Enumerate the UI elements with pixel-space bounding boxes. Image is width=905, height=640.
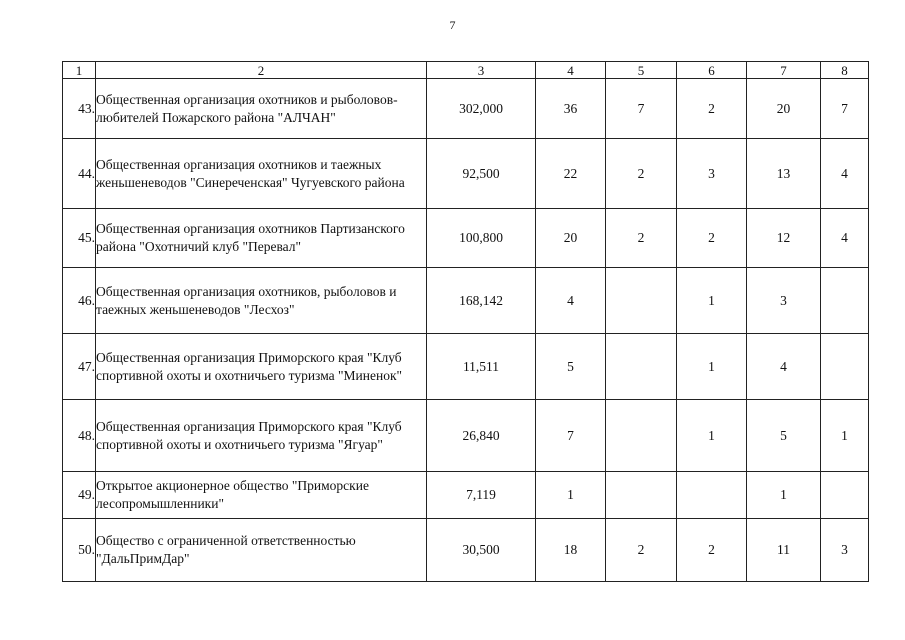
col5-value: 2 xyxy=(606,139,677,209)
table-row xyxy=(63,139,869,209)
col6-value: 2 xyxy=(677,519,747,582)
col8-value xyxy=(821,268,869,334)
organization-name: Общественная организация охотников, рыболовов и таежных женьшеневодов "Лесхоз" xyxy=(96,268,427,334)
col5-value: 7 xyxy=(606,79,677,139)
col4-value: 5 xyxy=(536,334,606,400)
organization-name: Общественная организация Приморского края "Клуб спортивной охоты и охотничьего туризма "Ягуар" xyxy=(96,400,427,472)
row-number: 45. xyxy=(63,209,96,268)
header-cell: 5 xyxy=(606,62,677,79)
header-cell: 6 xyxy=(677,62,747,79)
area-value: 11,511 xyxy=(427,334,536,400)
col4-value: 22 xyxy=(536,139,606,209)
organization-name: Общественная организация охотников и рыболовов-любителей Пожарского района "АЛЧАН" xyxy=(96,79,427,139)
area-value: 100,800 xyxy=(427,209,536,268)
col4-value: 4 xyxy=(536,268,606,334)
col7-value: 11 xyxy=(747,519,821,582)
col5-value: 2 xyxy=(606,209,677,268)
col5-value xyxy=(606,472,677,519)
organization-name: Общество с ограниченной ответственностью "ДальПримДар" xyxy=(96,519,427,582)
organization-name: Общественная организация Приморского края "Клуб спортивной охоты и охотничьего туризма "Миненок" xyxy=(96,334,427,400)
header-cell: 2 xyxy=(96,62,427,79)
col6-value xyxy=(677,472,747,519)
col8-value xyxy=(821,472,869,519)
col6-value: 1 xyxy=(677,268,747,334)
area-value: 302,000 xyxy=(427,79,536,139)
row-number: 44. xyxy=(63,139,96,209)
organization-name: Общественная организация охотников Партизанского района "Охотничий клуб "Перевал" xyxy=(96,209,427,268)
header-cell: 3 xyxy=(427,62,536,79)
col8-value: 4 xyxy=(821,209,869,268)
col6-value: 1 xyxy=(677,334,747,400)
row-number: 49. xyxy=(63,472,96,519)
col8-value: 1 xyxy=(821,400,869,472)
table-header-row xyxy=(63,62,869,79)
organization-name: Общественная организация охотников и таежных женьшеневодов "Синереченская" Чугуевского района xyxy=(96,139,427,209)
col7-value: 12 xyxy=(747,209,821,268)
col5-value xyxy=(606,268,677,334)
col7-value: 3 xyxy=(747,268,821,334)
table-row xyxy=(63,519,869,582)
col4-value: 7 xyxy=(536,400,606,472)
header-cell: 8 xyxy=(821,62,869,79)
col5-value: 2 xyxy=(606,519,677,582)
col7-value: 13 xyxy=(747,139,821,209)
table-row xyxy=(63,400,869,472)
row-number: 46. xyxy=(63,268,96,334)
col4-value: 1 xyxy=(536,472,606,519)
col4-value: 20 xyxy=(536,209,606,268)
table-row xyxy=(63,268,869,334)
area-value: 7,119 xyxy=(427,472,536,519)
row-number: 48. xyxy=(63,400,96,472)
area-value: 26,840 xyxy=(427,400,536,472)
header-cell: 7 xyxy=(747,62,821,79)
col5-value xyxy=(606,400,677,472)
col7-value: 4 xyxy=(747,334,821,400)
header-cell: 1 xyxy=(63,62,96,79)
col8-value: 3 xyxy=(821,519,869,582)
area-value: 92,500 xyxy=(427,139,536,209)
area-value: 30,500 xyxy=(427,519,536,582)
col8-value: 7 xyxy=(821,79,869,139)
col8-value: 4 xyxy=(821,139,869,209)
area-value: 168,142 xyxy=(427,268,536,334)
col4-value: 18 xyxy=(536,519,606,582)
organization-name: Открытое акционерное общество "Приморские лесопромышленники" xyxy=(96,472,427,519)
col6-value: 3 xyxy=(677,139,747,209)
organizations-table xyxy=(62,61,869,582)
header-cell: 4 xyxy=(536,62,606,79)
row-number: 43. xyxy=(63,79,96,139)
page-number: 7 xyxy=(449,18,456,32)
col6-value: 2 xyxy=(677,79,747,139)
col6-value: 1 xyxy=(677,400,747,472)
table-row xyxy=(63,334,869,400)
col8-value xyxy=(821,334,869,400)
row-number: 50. xyxy=(63,519,96,582)
col7-value: 20 xyxy=(747,79,821,139)
table-row xyxy=(63,79,869,139)
col4-value: 36 xyxy=(536,79,606,139)
table-row xyxy=(63,472,869,519)
col7-value: 1 xyxy=(747,472,821,519)
row-number: 47. xyxy=(63,334,96,400)
col6-value: 2 xyxy=(677,209,747,268)
table-row xyxy=(63,209,869,268)
col7-value: 5 xyxy=(747,400,821,472)
col5-value xyxy=(606,334,677,400)
